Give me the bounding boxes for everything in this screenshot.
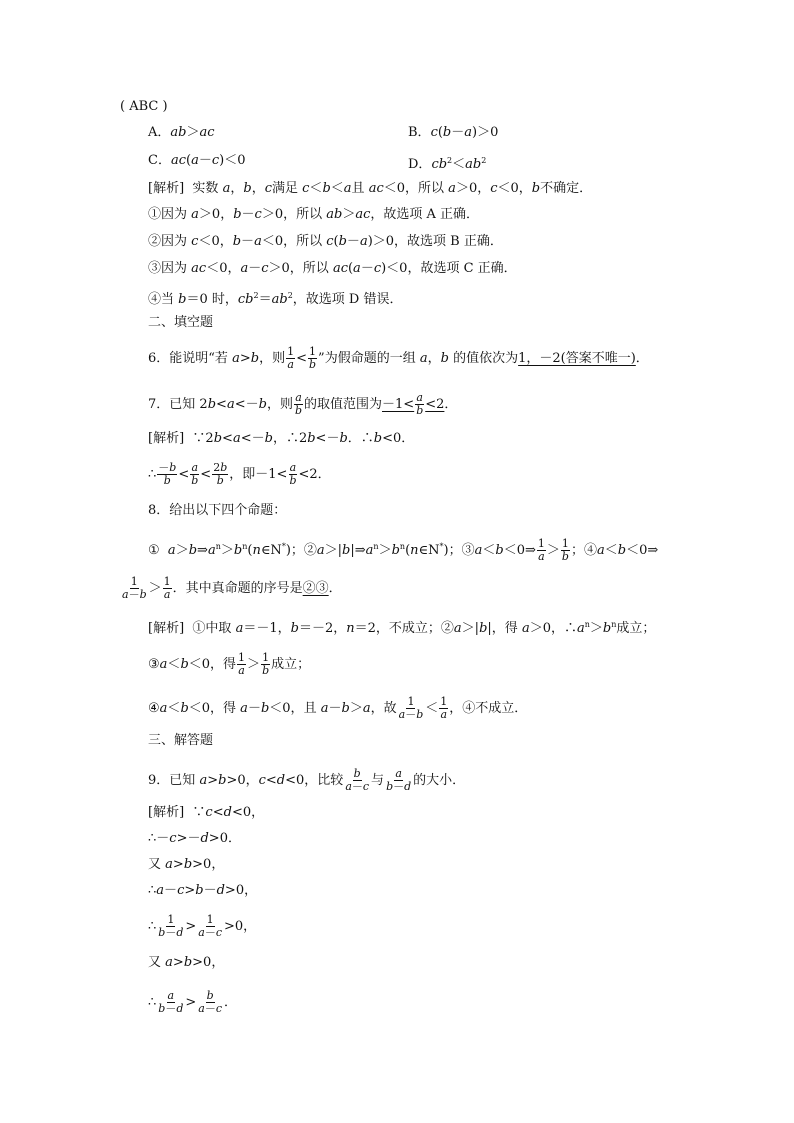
q5-analysis-item-4: ④当 b＝0 时，$cb^2=ab^2$，故选项 D 错误．: [148, 291, 403, 307]
question-7: 7．已知 2b<a<－b，则 $\frac{a}{b}$ 的取值范围为－1< $\frac{a}{b}$ <2．: [148, 391, 458, 417]
q5-option-c: C．ac(a－c)＜0: [148, 153, 246, 168]
q7-answer: －1< $\frac{a}{b}$ <2: [382, 391, 445, 417]
q9-analysis-line-1: [解析] ∵c<d<0，: [148, 805, 265, 820]
q9-analysis-line-4: ∴a－c>b－d>0，: [148, 883, 258, 898]
q5-analysis-item-2: ②因为 c＜0，b－a＜0，所以 c(b－a)＞0，故选项 B 正确．: [148, 234, 503, 249]
q5-option-d: D．$cb^2<ab^2$: [408, 156, 487, 172]
section-fill-in-heading: 二、填空题: [148, 315, 214, 330]
q9-analysis-line-7: ∴ $\frac{a}{b-d}$ > $\frac{b}{a-c}$ ．: [148, 989, 238, 1015]
q5-option-a: A．ab＞ac: [148, 125, 215, 140]
q7-analysis-line-2: ∴ $\frac{-b}{b}$ < $\frac{a}{b}$ < $\frac{2b}{b}$ ，即－1< $\frac{a}{b}$ <2．: [148, 461, 331, 487]
section-answer-heading: 三、解答题: [148, 733, 214, 748]
question-6: 6．能说明“若 a>b，则 $\frac{1}{a}$ < $\frac{1}{b}$ ”为假命题的一组 a，b 的值依次为1，－2(答案不唯一)．: [148, 345, 649, 371]
q5-analysis-line: [解析] 实数 a，b，c满足 c＜b＜a且 ac＜0，所以 a＞0，c＜0，b不确定．: [148, 181, 593, 196]
q8-analysis-line-3: ④a＜b＜0，得 a－b＜0，且 a－b＞a，故 $\frac{1}{a-b}$ ＜ $\frac{1}{a}$ ，④不成立．: [148, 695, 528, 721]
q9-analysis-line-5: ∴ $\frac{1}{b-d}$ > $\frac{1}{a-c}$ >0，: [148, 913, 257, 939]
question-9: 9．已知 a>b>0，c<d<0，比较 $\frac{b}{a-c}$ 与 $\frac{a}{b-d}$ 的大小．: [148, 767, 466, 793]
q7-analysis-line-1: [解析] ∵2b<a<－b，∴2b<－b．∴b<0．: [148, 431, 415, 446]
q5-analysis-item-1: ①因为 a＞0，b－c＞0，所以 ab＞ac，故选项 A 正确．: [148, 207, 480, 222]
q8-propositions: ① $a>b\Rightarrow a^n>b^n(n\in N^*)$；$②a>|b|\Rightarrow a^n>b^n(n\in N^*)$；③a＜b＜0⇒ $\frac{1}{a}$ ＞ $\frac{1}{b}$ ；④a＜b＜0⇒: [148, 537, 659, 563]
q8-analysis-line-2: ③a＜b＜0，得 $\frac{1}{a}$ ＞ $\frac{1}{b}$ 成立；: [148, 651, 311, 677]
q6-answer: 1，－2(答案不唯一): [518, 351, 636, 366]
q5-answer: ( ABC ): [120, 99, 168, 114]
q8-propositions-cont: $\frac{1}{a-b}$ ＞ $\frac{1}{a}$ ．其中真命题的序号是②③．: [122, 575, 342, 601]
q9-analysis-line-2: ∴－c>－d>0．: [148, 831, 241, 846]
q5-option-b: B．c(b－a)＞0: [408, 125, 499, 140]
question-8: 8．给出以下四个命题：: [148, 503, 287, 518]
q9-analysis-line-6: 又 a>b>0，: [148, 955, 225, 970]
q9-analysis-line-3: 又 a>b>0，: [148, 857, 225, 872]
q8-answer: ②③: [302, 581, 329, 596]
q5-analysis-item-3: ③因为 ac＜0，a－c＞0，所以 ac(a－c)＜0，故选项 C 正确．: [148, 261, 517, 276]
q8-analysis-line-1: [解析] ①中取 a＝－1，b＝－2，n＝2，不成立；②a＞|b|，得 a＞0，$\therefore a^n>b^n$成立；: [148, 620, 656, 636]
